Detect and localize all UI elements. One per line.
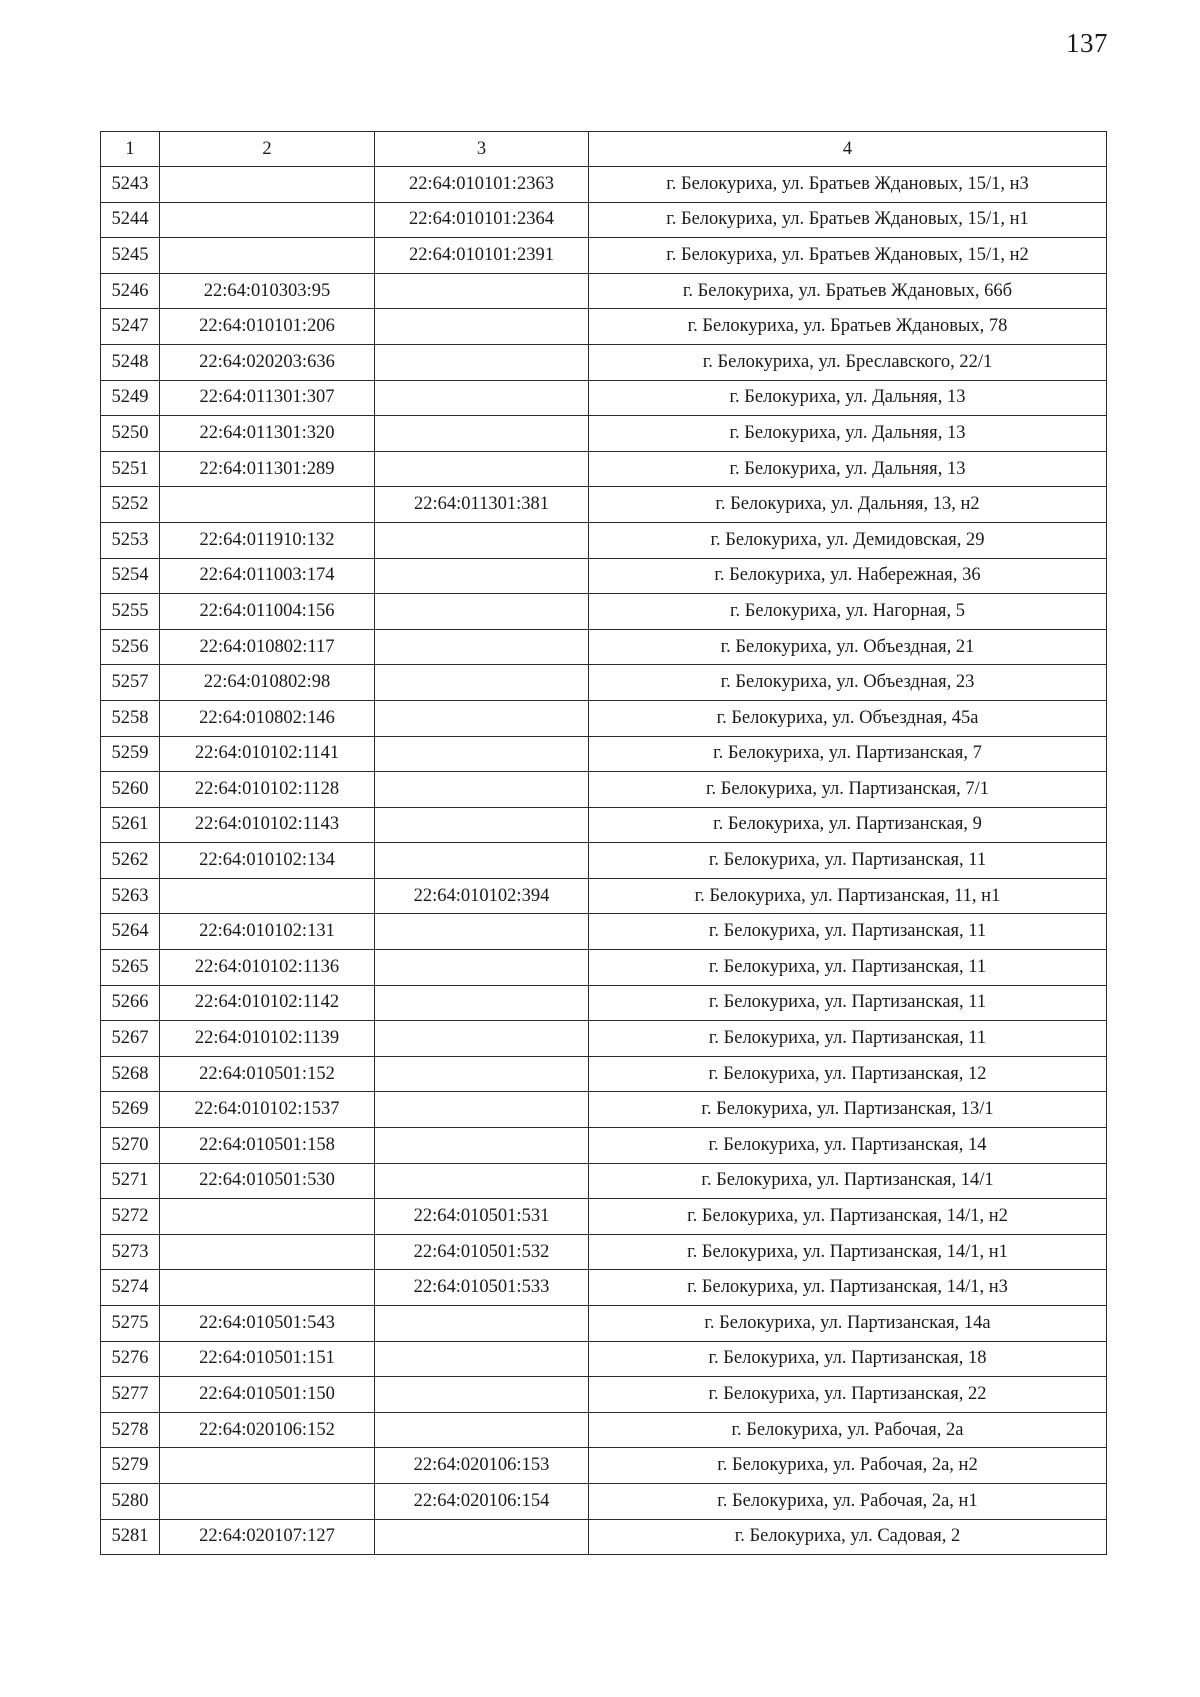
address-cell: г. Белокуриха, ул. Партизанская, 11 xyxy=(589,985,1107,1021)
address-cell: г. Белокуриха, ул. Партизанская, 22 xyxy=(589,1377,1107,1413)
parent-cadastral-number-cell xyxy=(375,1163,589,1199)
parent-cadastral-number-cell xyxy=(375,807,589,843)
cadastral-number-cell: 22:64:020106:152 xyxy=(160,1412,375,1448)
cadastral-number-cell: 22:64:011004:156 xyxy=(160,594,375,630)
address-cell: г. Белокуриха, ул. Партизанская, 7 xyxy=(589,736,1107,772)
row-number-cell: 5269 xyxy=(101,1092,160,1128)
address-cell: г. Белокуриха, ул. Рабочая, 2а, н1 xyxy=(589,1483,1107,1519)
table-row xyxy=(101,1306,1107,1342)
address-cell: г. Белокуриха, ул. Партизанская, 14/1, н2 xyxy=(589,1199,1107,1235)
table-row xyxy=(101,416,1107,452)
table-row xyxy=(101,736,1107,772)
table-row xyxy=(101,167,1107,203)
cadastral-number-cell xyxy=(160,1448,375,1484)
cadastral-number-cell: 22:64:010102:1141 xyxy=(160,736,375,772)
table-row xyxy=(101,1056,1107,1092)
row-number-cell: 5257 xyxy=(101,665,160,701)
row-number-cell: 5261 xyxy=(101,807,160,843)
row-number-cell: 5268 xyxy=(101,1056,160,1092)
row-number-cell: 5281 xyxy=(101,1519,160,1555)
table-row xyxy=(101,1163,1107,1199)
cadastral-number-cell: 22:64:010802:146 xyxy=(160,700,375,736)
address-cell: г. Белокуриха, ул. Партизанская, 7/1 xyxy=(589,772,1107,808)
table-row xyxy=(101,1021,1107,1057)
row-number-cell: 5262 xyxy=(101,843,160,879)
row-number-cell: 5254 xyxy=(101,558,160,594)
table-row xyxy=(101,950,1107,986)
cadastral-number-cell: 22:64:010501:150 xyxy=(160,1377,375,1413)
address-cell: г. Белокуриха, ул. Объездная, 45а xyxy=(589,700,1107,736)
table-row xyxy=(101,344,1107,380)
row-number-cell: 5272 xyxy=(101,1199,160,1235)
parent-cadastral-number-cell xyxy=(375,1021,589,1057)
parent-cadastral-number-cell: 22:64:010501:533 xyxy=(375,1270,589,1306)
parent-cadastral-number-cell xyxy=(375,1341,589,1377)
row-number-cell: 5251 xyxy=(101,451,160,487)
row-number-cell: 5273 xyxy=(101,1234,160,1270)
parent-cadastral-number-cell xyxy=(375,950,589,986)
address-cell: г. Белокуриха, ул. Партизанская, 11 xyxy=(589,843,1107,879)
row-number-cell: 5249 xyxy=(101,380,160,416)
row-number-cell: 5248 xyxy=(101,344,160,380)
table-row xyxy=(101,309,1107,345)
parent-cadastral-number-cell xyxy=(375,1519,589,1555)
parent-cadastral-number-cell xyxy=(375,416,589,452)
parent-cadastral-number-cell xyxy=(375,380,589,416)
address-cell: г. Белокуриха, ул. Партизанская, 12 xyxy=(589,1056,1107,1092)
parent-cadastral-number-cell xyxy=(375,985,589,1021)
cadastral-number-cell: 22:64:010501:530 xyxy=(160,1163,375,1199)
row-number-cell: 5252 xyxy=(101,487,160,523)
cadastral-number-cell: 22:64:010101:206 xyxy=(160,309,375,345)
address-cell: г. Белокуриха, ул. Партизанская, 11 xyxy=(589,950,1107,986)
address-cell: г. Белокуриха, ул. Партизанская, 14/1, н3 xyxy=(589,1270,1107,1306)
table-row xyxy=(101,451,1107,487)
registry-table xyxy=(100,131,1107,1555)
parent-cadastral-number-cell xyxy=(375,273,589,309)
row-number-cell: 5256 xyxy=(101,629,160,665)
cadastral-number-cell: 22:64:010802:117 xyxy=(160,629,375,665)
cadastral-number-cell xyxy=(160,167,375,203)
table-row xyxy=(101,665,1107,701)
address-cell: г. Белокуриха, ул. Демидовская, 29 xyxy=(589,522,1107,558)
parent-cadastral-number-cell xyxy=(375,1412,589,1448)
column-header-1: 1 xyxy=(101,132,160,167)
address-cell: г. Белокуриха, ул. Садовая, 2 xyxy=(589,1519,1107,1555)
address-cell: г. Белокуриха, ул. Объездная, 23 xyxy=(589,665,1107,701)
table-row xyxy=(101,1483,1107,1519)
cadastral-number-cell: 22:64:010102:1143 xyxy=(160,807,375,843)
address-cell: г. Белокуриха, ул. Партизанская, 18 xyxy=(589,1341,1107,1377)
address-cell: г. Белокуриха, ул. Бреславского, 22/1 xyxy=(589,344,1107,380)
parent-cadastral-number-cell xyxy=(375,843,589,879)
address-cell: г. Белокуриха, ул. Братьев Ждановых, 78 xyxy=(589,309,1107,345)
parent-cadastral-number-cell xyxy=(375,522,589,558)
parent-cadastral-number-cell: 22:64:020106:154 xyxy=(375,1483,589,1519)
cadastral-number-cell: 22:64:010102:1142 xyxy=(160,985,375,1021)
address-cell: г. Белокуриха, ул. Нагорная, 5 xyxy=(589,594,1107,630)
cadastral-number-cell: 22:64:010802:98 xyxy=(160,665,375,701)
parent-cadastral-number-cell xyxy=(375,1306,589,1342)
table-row xyxy=(101,1412,1107,1448)
row-number-cell: 5278 xyxy=(101,1412,160,1448)
table-row xyxy=(101,1234,1107,1270)
table-row xyxy=(101,1341,1107,1377)
address-cell: г. Белокуриха, ул. Объездная, 21 xyxy=(589,629,1107,665)
column-header-2: 2 xyxy=(160,132,375,167)
row-number-cell: 5266 xyxy=(101,985,160,1021)
table-row xyxy=(101,772,1107,808)
address-cell: г. Белокуриха, ул. Братьев Ждановых, 15/1, н2 xyxy=(589,238,1107,274)
row-number-cell: 5243 xyxy=(101,167,160,203)
row-number-cell: 5267 xyxy=(101,1021,160,1057)
address-cell: г. Белокуриха, ул. Дальняя, 13, н2 xyxy=(589,487,1107,523)
parent-cadastral-number-cell: 22:64:010101:2364 xyxy=(375,202,589,238)
table-row xyxy=(101,1448,1107,1484)
row-number-cell: 5276 xyxy=(101,1341,160,1377)
table-row xyxy=(101,202,1107,238)
parent-cadastral-number-cell: 22:64:010501:531 xyxy=(375,1199,589,1235)
address-cell: г. Белокуриха, ул. Братьев Ждановых, 66б xyxy=(589,273,1107,309)
address-cell: г. Белокуриха, ул. Набережная, 36 xyxy=(589,558,1107,594)
row-number-cell: 5280 xyxy=(101,1483,160,1519)
parent-cadastral-number-cell xyxy=(375,914,589,950)
parent-cadastral-number-cell: 22:64:010101:2363 xyxy=(375,167,589,203)
row-number-cell: 5258 xyxy=(101,700,160,736)
parent-cadastral-number-cell: 22:64:020106:153 xyxy=(375,1448,589,1484)
address-cell: г. Белокуриха, ул. Партизанская, 14а xyxy=(589,1306,1107,1342)
parent-cadastral-number-cell xyxy=(375,1128,589,1164)
address-cell: г. Белокуриха, ул. Партизанская, 14/1, н1 xyxy=(589,1234,1107,1270)
table-row xyxy=(101,380,1107,416)
table-row xyxy=(101,1128,1107,1164)
cadastral-number-cell: 22:64:011910:132 xyxy=(160,522,375,558)
cadastral-number-cell: 22:64:010501:543 xyxy=(160,1306,375,1342)
parent-cadastral-number-cell xyxy=(375,1092,589,1128)
table-row xyxy=(101,1199,1107,1235)
table-row xyxy=(101,985,1107,1021)
parent-cadastral-number-cell xyxy=(375,665,589,701)
table-row xyxy=(101,1270,1107,1306)
parent-cadastral-number-cell xyxy=(375,700,589,736)
parent-cadastral-number-cell: 22:64:010101:2391 xyxy=(375,238,589,274)
cadastral-number-cell xyxy=(160,1199,375,1235)
row-number-cell: 5245 xyxy=(101,238,160,274)
cadastral-number-cell: 22:64:010102:1128 xyxy=(160,772,375,808)
table-row xyxy=(101,522,1107,558)
table-row xyxy=(101,594,1107,630)
parent-cadastral-number-cell: 22:64:010501:532 xyxy=(375,1234,589,1270)
table-row xyxy=(101,1377,1107,1413)
cadastral-number-cell xyxy=(160,878,375,914)
table-row xyxy=(101,914,1107,950)
row-number-cell: 5259 xyxy=(101,736,160,772)
row-number-cell: 5275 xyxy=(101,1306,160,1342)
cadastral-number-cell: 22:64:011301:307 xyxy=(160,380,375,416)
table-row xyxy=(101,1092,1107,1128)
row-number-cell: 5253 xyxy=(101,522,160,558)
cadastral-number-cell xyxy=(160,1270,375,1306)
row-number-cell: 5247 xyxy=(101,309,160,345)
table-header xyxy=(101,132,1107,167)
cadastral-number-cell: 22:64:010102:1537 xyxy=(160,1092,375,1128)
row-number-cell: 5250 xyxy=(101,416,160,452)
parent-cadastral-number-cell xyxy=(375,772,589,808)
cadastral-number-cell: 22:64:010501:151 xyxy=(160,1341,375,1377)
cadastral-number-cell xyxy=(160,1483,375,1519)
address-cell: г. Белокуриха, ул. Дальняя, 13 xyxy=(589,416,1107,452)
address-cell: г. Белокуриха, ул. Партизанская, 14 xyxy=(589,1128,1107,1164)
parent-cadastral-number-cell: 22:64:010102:394 xyxy=(375,878,589,914)
address-cell: г. Белокуриха, ул. Дальняя, 13 xyxy=(589,380,1107,416)
column-header-3: 3 xyxy=(375,132,589,167)
address-cell: г. Белокуриха, ул. Рабочая, 2а xyxy=(589,1412,1107,1448)
cadastral-number-cell xyxy=(160,1234,375,1270)
address-cell: г. Белокуриха, ул. Партизанская, 13/1 xyxy=(589,1092,1107,1128)
address-cell: г. Белокуриха, ул. Дальняя, 13 xyxy=(589,451,1107,487)
parent-cadastral-number-cell xyxy=(375,736,589,772)
row-number-cell: 5277 xyxy=(101,1377,160,1413)
table-row xyxy=(101,238,1107,274)
address-cell: г. Белокуриха, ул. Партизанская, 11 xyxy=(589,914,1107,950)
row-number-cell: 5260 xyxy=(101,772,160,808)
parent-cadastral-number-cell xyxy=(375,309,589,345)
cadastral-number-cell xyxy=(160,487,375,523)
cadastral-number-cell: 22:64:010102:1136 xyxy=(160,950,375,986)
cadastral-number-cell: 22:64:011003:174 xyxy=(160,558,375,594)
table-row xyxy=(101,629,1107,665)
address-cell: г. Белокуриха, ул. Партизанская, 11 xyxy=(589,1021,1107,1057)
cadastral-number-cell: 22:64:020203:636 xyxy=(160,344,375,380)
address-cell: г. Белокуриха, ул. Партизанская, 14/1 xyxy=(589,1163,1107,1199)
page-number: 137 xyxy=(1066,28,1108,58)
cadastral-number-cell: 22:64:011301:320 xyxy=(160,416,375,452)
row-number-cell: 5263 xyxy=(101,878,160,914)
address-cell: г. Белокуриха, ул. Партизанская, 11, н1 xyxy=(589,878,1107,914)
table-row xyxy=(101,807,1107,843)
parent-cadastral-number-cell xyxy=(375,1056,589,1092)
cadastral-number-cell xyxy=(160,238,375,274)
cadastral-number-cell: 22:64:010303:95 xyxy=(160,273,375,309)
table-row xyxy=(101,273,1107,309)
row-number-cell: 5265 xyxy=(101,950,160,986)
parent-cadastral-number-cell xyxy=(375,594,589,630)
row-number-cell: 5246 xyxy=(101,273,160,309)
cadastral-number-cell: 22:64:020107:127 xyxy=(160,1519,375,1555)
address-cell: г. Белокуриха, ул. Братьев Ждановых, 15/1, н1 xyxy=(589,202,1107,238)
row-number-cell: 5244 xyxy=(101,202,160,238)
parent-cadastral-number-cell xyxy=(375,451,589,487)
row-number-cell: 5279 xyxy=(101,1448,160,1484)
parent-cadastral-number-cell xyxy=(375,1377,589,1413)
table-row xyxy=(101,558,1107,594)
table-row xyxy=(101,878,1107,914)
cadastral-number-cell: 22:64:010501:152 xyxy=(160,1056,375,1092)
cadastral-number-cell: 22:64:010501:158 xyxy=(160,1128,375,1164)
row-number-cell: 5274 xyxy=(101,1270,160,1306)
address-cell: г. Белокуриха, ул. Рабочая, 2а, н2 xyxy=(589,1448,1107,1484)
header-row xyxy=(101,132,1107,167)
row-number-cell: 5264 xyxy=(101,914,160,950)
parent-cadastral-number-cell xyxy=(375,629,589,665)
cadastral-number-cell: 22:64:010102:1139 xyxy=(160,1021,375,1057)
cadastral-number-cell: 22:64:011301:289 xyxy=(160,451,375,487)
cadastral-number-cell: 22:64:010102:131 xyxy=(160,914,375,950)
parent-cadastral-number-cell xyxy=(375,558,589,594)
table-row xyxy=(101,487,1107,523)
table-row xyxy=(101,1519,1107,1555)
address-cell: г. Белокуриха, ул. Партизанская, 9 xyxy=(589,807,1107,843)
address-cell: г. Белокуриха, ул. Братьев Ждановых, 15/1, н3 xyxy=(589,167,1107,203)
table-row xyxy=(101,843,1107,879)
row-number-cell: 5255 xyxy=(101,594,160,630)
parent-cadastral-number-cell xyxy=(375,344,589,380)
cadastral-number-cell: 22:64:010102:134 xyxy=(160,843,375,879)
column-header-4: 4 xyxy=(589,132,1107,167)
row-number-cell: 5270 xyxy=(101,1128,160,1164)
row-number-cell: 5271 xyxy=(101,1163,160,1199)
table-row xyxy=(101,700,1107,736)
parent-cadastral-number-cell: 22:64:011301:381 xyxy=(375,487,589,523)
table-body xyxy=(101,167,1107,1555)
cadastral-number-cell xyxy=(160,202,375,238)
